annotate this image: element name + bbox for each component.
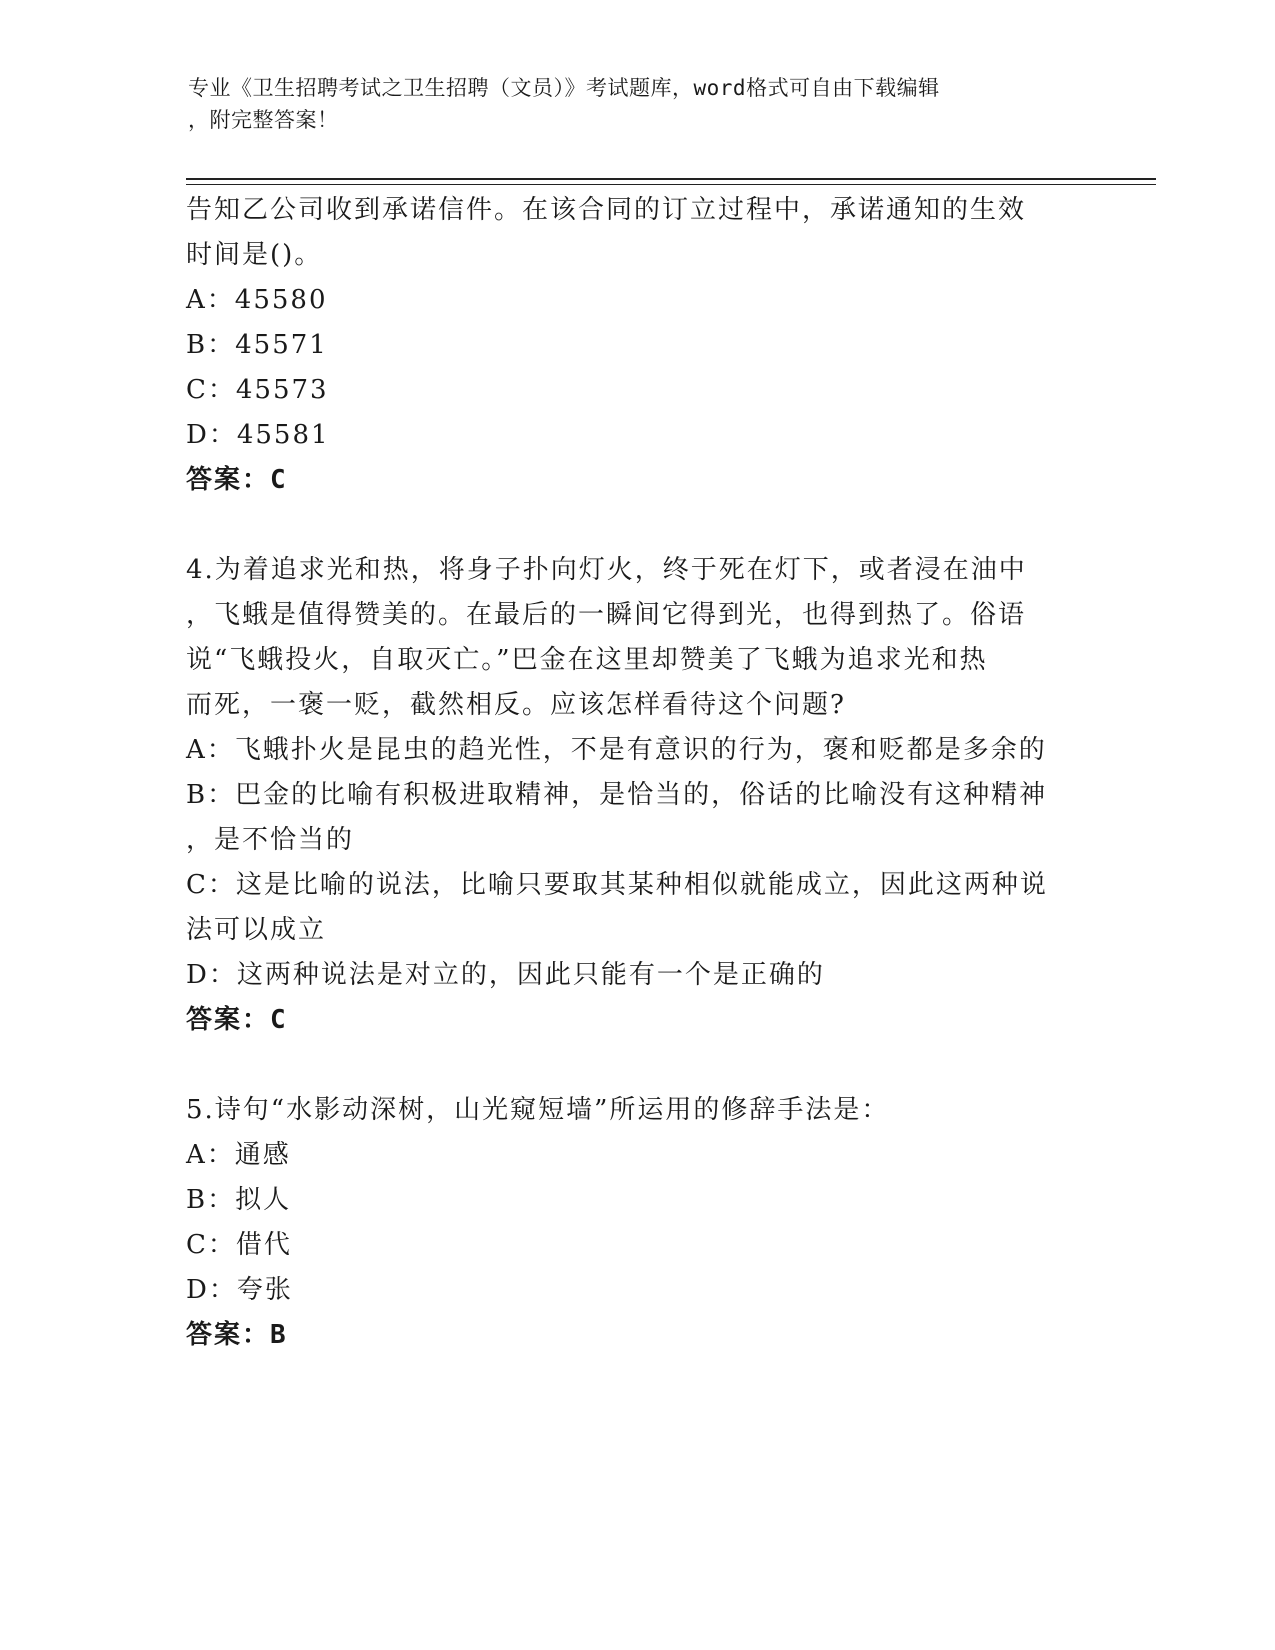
header-line-2: ，附完整答案！ — [188, 108, 339, 132]
option-a: A：通感 — [186, 1140, 291, 1170]
option-c: C：这是比喻的说法，比喻只要取其某种相似就能成立，因此这两种说 — [186, 870, 1048, 900]
question-stem-line: 时间是()。 — [186, 240, 323, 270]
option-a: A：45580 — [186, 285, 328, 315]
option-c-continued: 法可以成立 — [186, 915, 327, 945]
spacer — [186, 1043, 1086, 1088]
question-stem-line: 说“飞蛾投火，自取灭亡。”巴金在这里却赞美了飞蛾为追求光和热 — [186, 645, 988, 675]
option-d: D：45581 — [186, 420, 330, 450]
document-header — [188, 72, 1068, 136]
question-stem-line: 4.为着追求光和热，将身子扑向灯火，终于死在灯下，或者浸在油中 — [186, 555, 1027, 585]
question-stem-line: ，飞蛾是值得赞美的。在最后的一瞬间它得到光，也得到热了。俗语 — [186, 600, 1027, 630]
option-d: D：夸张 — [186, 1275, 293, 1305]
question-stem-line: 而死，一褒一贬，截然相反。应该怎样看待这个问题? — [186, 690, 846, 720]
question-stem-line: 告知乙公司收到承诺信件。在该合同的订立过程中，承诺通知的生效 — [186, 195, 1027, 225]
option-b: B：巴金的比喻有积极进取精神，是恰当的，俗话的比喻没有这种精神 — [186, 780, 1048, 810]
answer-label: 答案：B — [186, 1320, 288, 1350]
question-3 — [186, 188, 1086, 503]
option-b-continued: ，是不恰当的 — [186, 825, 355, 855]
option-b: B：拟人 — [186, 1185, 292, 1215]
answer-label: 答案：C — [186, 465, 288, 495]
option-c: C：45573 — [186, 375, 329, 405]
question-5 — [186, 1088, 1086, 1358]
header-divider-thick — [186, 178, 1156, 180]
question-stem-line: 5.诗句“水影动深树，山光窥短墙”所运用的修辞手法是： — [186, 1095, 890, 1125]
header-divider-thin — [186, 184, 1156, 185]
option-b: B：45571 — [186, 330, 328, 360]
question-4 — [186, 548, 1086, 1043]
question-list — [186, 188, 1086, 1358]
option-d: D：这两种说法是对立的，因此只能有一个是正确的 — [186, 960, 825, 990]
answer-label: 答案：C — [186, 1005, 288, 1035]
spacer — [186, 503, 1086, 548]
option-a: A：飞蛾扑火是昆虫的趋光性，不是有意识的行为，褒和贬都是多余的 — [186, 735, 1047, 765]
option-c: C：借代 — [186, 1230, 292, 1260]
header-line-1: 专业《卫生招聘考试之卫生招聘（文员）》考试题库，word格式可自由下载编辑 — [188, 76, 940, 100]
